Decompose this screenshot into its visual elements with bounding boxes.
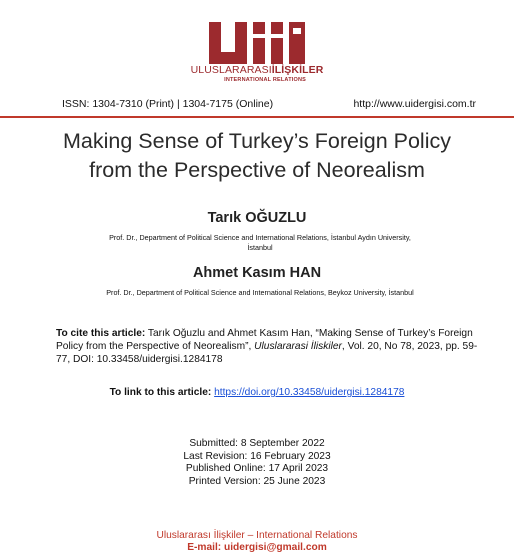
citation-text-a: Tarık Oğuzlu and Ahmet Kasım Han, “Making Sense of Turkey’s Foreign Policy from the Perspective of Neorealism”,: [56, 328, 473, 352]
citation-label: To cite this article:: [56, 328, 146, 339]
author-affiliation-2: [60, 288, 460, 298]
article-link-block: [0, 387, 514, 398]
citation-text-b: , Vol. 20, No 78, 2023, pp. 59-77, DOI: 10.33458/uidergisi.1284178: [56, 341, 478, 365]
footer-email-label: E-mail:: [187, 542, 224, 553]
date-printed-version: Printed Version: 25 June 2023: [188, 475, 326, 487]
article-link-label: To link to this article:: [109, 387, 212, 398]
author-affiliation-1-line2: İstanbul: [247, 243, 273, 252]
author-name-2: Ahmet Kasım HAN: [192, 265, 322, 281]
article-title-line1: Making Sense of Turkey’s Foreign Policy: [63, 129, 451, 153]
date-published-online: Published Online: 17 April 2023: [185, 463, 329, 474]
logo-subtitle: [150, 77, 364, 83]
author-affiliation-1-line1: Prof. Dr., Department of Political Science and International Relations, İstanbul Aydın University,: [109, 233, 411, 242]
journal-url[interactable]: http://www.uidergisi.com.tr: [353, 98, 476, 110]
logo-text-bold: İLİŞKİLER: [271, 64, 324, 76]
header-divider: [0, 116, 514, 118]
citation-journal: Uluslararasi İliskiler: [254, 341, 342, 352]
date-submitted: Submitted: 8 September 2022: [189, 438, 325, 449]
author-affiliation-1: [60, 233, 460, 253]
issn-text: ISSN: 1304-7310 (Print) | 1304-7175 (Online): [62, 98, 274, 110]
journal-logo-icon: [209, 22, 305, 64]
article-title-line2: from the Perspective of Neorealism: [89, 158, 425, 182]
date-last-revision: Last Revision: 16 February 2023: [183, 450, 331, 462]
author-name-1: Tarık OĞUZLU: [207, 210, 307, 226]
publication-dates: [0, 438, 514, 488]
footer-email: [0, 542, 514, 553]
citation-block: [56, 327, 486, 366]
author-affiliation-2-line1: Prof. Dr., Department of Political Science and International Relations, Beykoz University, İstanbul: [106, 288, 414, 297]
article-doi-link[interactable]: https://doi.org/10.33458/uidergisi.1284178: [214, 387, 405, 398]
footer-journal-name: Uluslararası İlişkiler – International Relations: [156, 530, 358, 541]
footer-email-address[interactable]: uidergisi@gmail.com: [224, 542, 327, 553]
logo-text-regular: ULUSLARARASI: [190, 64, 272, 76]
logo-subtitle-text: INTERNATIONAL RELATIONS: [224, 77, 306, 83]
journal-logo-text: [150, 64, 364, 76]
